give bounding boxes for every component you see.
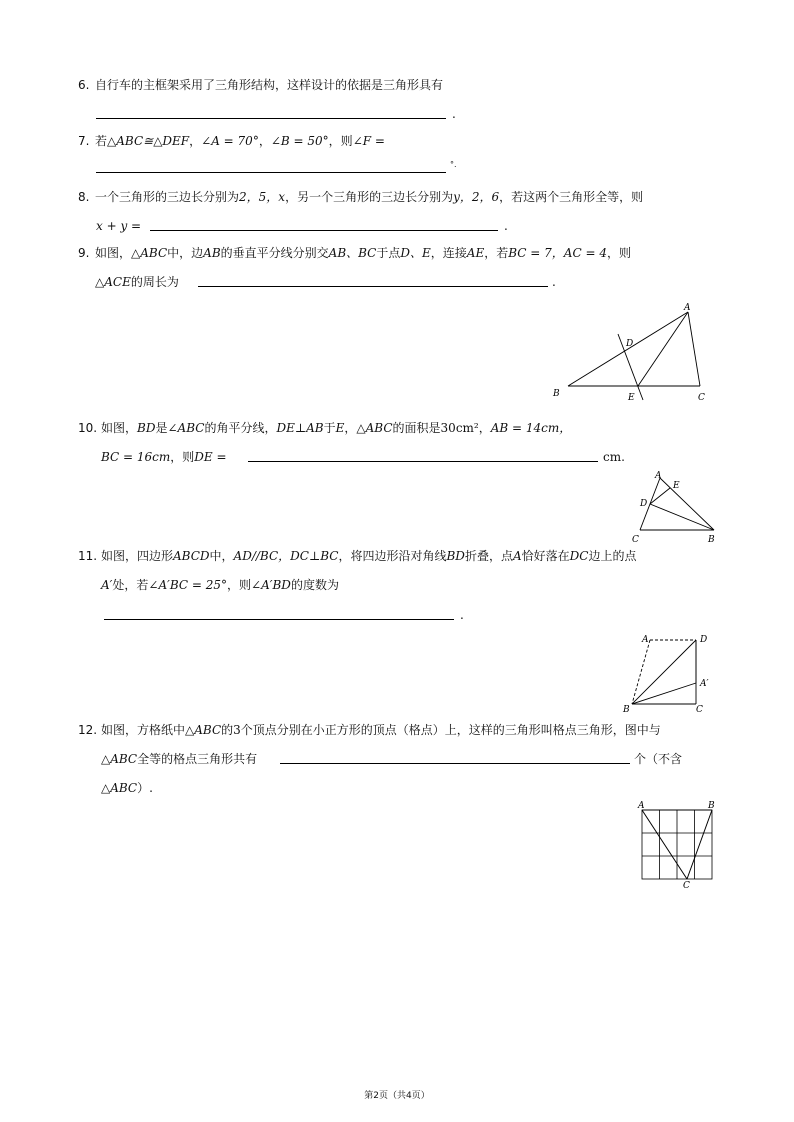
q11-t3: ，将四边形沿对角线 — [338, 549, 447, 563]
q10-m8: DE = — [194, 450, 227, 464]
q11-m8: ∠A′BD — [251, 578, 291, 592]
fig11-label-d: D — [700, 635, 708, 645]
fig10-label-b: B — [708, 535, 715, 545]
q7-t1: 若 — [95, 134, 108, 148]
fig10-label-d: D — [640, 499, 648, 509]
q8-t1: 一个三角形的三边长分别为 — [95, 190, 240, 204]
q11-m7: ∠A′BC = 25° — [148, 578, 228, 592]
q6-number: 6. — [78, 78, 90, 92]
q7-t3: ， — [258, 134, 271, 148]
q11-m2: AD//BC，DC⊥BC — [233, 549, 339, 563]
fig9-label-b: B — [553, 389, 560, 399]
q10-content2 — [101, 449, 227, 465]
q9-number: 9. — [78, 246, 90, 260]
q10-t5: ， — [344, 421, 357, 435]
q10-t3: 的角平分线， — [204, 421, 277, 435]
q11-t9: 的度数为 — [290, 578, 339, 592]
fig9-label-d: D — [626, 339, 634, 349]
fig9-label-a: A — [684, 303, 691, 313]
q10-m1: BD — [137, 421, 156, 435]
q10-t6: 的面积是 — [392, 421, 441, 435]
q12-content2 — [101, 751, 257, 767]
q11-m4: A — [512, 549, 522, 563]
q10-t7: ，则 — [170, 450, 195, 464]
q9-t7: ，则 — [606, 246, 631, 260]
q10-m5: △ABC — [356, 421, 393, 435]
q10-content — [101, 420, 571, 436]
q10-answer-blank[interactable] — [248, 449, 598, 462]
q10-t4: 于 — [323, 421, 336, 435]
fig11-segment-ba-prime — [632, 683, 696, 704]
q12-t4: 全等的格点三角形共有 — [137, 752, 258, 766]
q12-t2: 的 — [221, 723, 234, 737]
q8-answer-blank[interactable] — [150, 218, 498, 231]
fig9-label-e: E — [628, 393, 635, 403]
q8-t2: ，另一个三角形的三边长分别为 — [285, 190, 454, 204]
q11-m5: DC — [569, 549, 589, 563]
q10-number: 10. — [78, 421, 98, 435]
q9-content — [95, 245, 631, 261]
q7-m1: △ABC≅△DEF — [107, 134, 190, 148]
q9-m3: AB、BC — [328, 246, 377, 260]
q8-t3: ，若这两个三角形全等，则 — [499, 190, 644, 204]
q12-t3: 个顶点分别在小正方形的顶点（格点）上，这样的三角形叫格点三角形，图中与 — [240, 723, 661, 737]
q7-content — [95, 133, 385, 149]
q10-t2: 是 — [155, 421, 168, 435]
q6-answer-blank[interactable] — [96, 106, 446, 119]
q9-answer-blank[interactable] — [198, 274, 548, 287]
q11-t4: 折叠，点 — [464, 549, 513, 563]
q7-m2: ∠A = 70° — [201, 134, 259, 148]
q9-m7: △ACE — [95, 275, 131, 289]
q11-t6: 边上的点 — [588, 549, 637, 563]
fig11-label-a: A — [642, 635, 649, 645]
q12-m2: △ABC — [101, 752, 138, 766]
q10-m6: AB = 14cm， — [490, 421, 572, 435]
fig9-segment-ae — [638, 312, 688, 386]
q11-t5: 恰好落在 — [521, 549, 570, 563]
q10-m7: BC = 16cm — [101, 450, 171, 464]
q8-end: . — [504, 219, 508, 233]
q7-t4: ，则 — [328, 134, 353, 148]
q9-t8: 的周长为 — [130, 275, 179, 289]
q10-t1: 如图， — [101, 421, 138, 435]
q11-end: . — [460, 608, 464, 622]
figure-q10-triangle — [626, 470, 722, 546]
q7-m4: ∠F = — [352, 134, 385, 148]
q11-m1: ABCD — [173, 549, 210, 563]
q6-text: 自行车的主框架采用了三角形结构，这样设计的依据是三角形具有 — [95, 78, 444, 92]
q7-end: °. — [450, 160, 457, 169]
q7-t2: ， — [189, 134, 202, 148]
fig10-label-c: C — [632, 535, 639, 545]
q9-end: . — [552, 275, 556, 289]
q7-m3: ∠B = 50° — [270, 134, 329, 148]
q9-m5: AE — [466, 246, 485, 260]
q8-m3: x + y = — [96, 219, 142, 233]
fig12-label-a: A — [638, 801, 645, 811]
fig12-label-c: C — [683, 881, 690, 890]
q9-t4: 于点 — [376, 246, 401, 260]
q11-content2 — [101, 577, 339, 593]
q7-answer-blank[interactable] — [96, 160, 446, 173]
q11-answer-blank[interactable] — [104, 607, 454, 620]
q11-m3: BD — [446, 549, 465, 563]
q9-t6: ，若 — [484, 246, 509, 260]
q11-m6: A′ — [101, 578, 113, 592]
q10-m4: E — [335, 421, 345, 435]
q9-t3: 的垂直平分线分别交 — [220, 246, 329, 260]
fig9-side-ab — [568, 312, 688, 386]
q10-m3: DE⊥AB — [276, 421, 324, 435]
fig11-diagonal-bd — [632, 640, 696, 704]
q12-answer-blank[interactable] — [280, 751, 630, 764]
fig9-side-ac — [688, 312, 700, 386]
q11-t2: 中， — [209, 549, 234, 563]
q11-number: 11. — [78, 549, 98, 563]
fig10-side-ab — [660, 478, 714, 530]
q12-t6: ）. — [137, 781, 153, 795]
q12-content3 — [101, 780, 153, 796]
figure-q9-triangle — [548, 300, 718, 406]
fig11-label-b: B — [623, 705, 630, 715]
fig12-side-ac — [642, 810, 687, 879]
fig9-label-c: C — [698, 393, 705, 403]
q11-t7: 处，若 — [112, 578, 149, 592]
q6-end: . — [452, 107, 456, 121]
q9-content2 — [95, 274, 179, 290]
fig10-bisector-bd — [650, 504, 714, 530]
fig10-label-e: E — [673, 481, 680, 491]
q8-number: 8. — [78, 190, 90, 204]
fig10-label-a: A — [655, 471, 662, 481]
fig12-side-bc — [687, 810, 712, 879]
fig12-grid-lines — [642, 810, 712, 879]
fig11-label-a-prime: A′ — [700, 679, 709, 689]
q7-number: 7. — [78, 134, 90, 148]
q11-t1: 如图，四边形 — [101, 549, 174, 563]
q9-t1: 如图， — [95, 246, 132, 260]
fig11-label-c: C — [696, 705, 703, 715]
q12-t5: 个（不含 — [634, 752, 683, 766]
page-footer: 第2页（共4页） — [364, 1091, 430, 1101]
q11-t8: ，则 — [227, 578, 252, 592]
figure-q11-quadrilateral — [620, 630, 720, 716]
q9-m4: D、E — [400, 246, 431, 260]
q9-t2: 中，边 — [167, 246, 204, 260]
fig12-label-b: B — [708, 801, 715, 811]
q12-m1: △ABC — [185, 723, 222, 737]
q10-m2: ∠ABC — [167, 421, 205, 435]
q12-r1: 3 — [233, 723, 241, 737]
q12-t1: 如图，方格纸中 — [101, 723, 186, 737]
q8-m2: y，2，6 — [453, 190, 500, 204]
q12-m3: △ABC — [101, 781, 138, 795]
q10-r1: 30cm²， — [440, 421, 491, 435]
q9-m1: △ABC — [131, 246, 168, 260]
q10-end: cm. — [603, 450, 625, 464]
q12-content — [101, 722, 661, 738]
q12-number: 12. — [78, 723, 98, 737]
q8-content — [95, 189, 643, 205]
figure-q12-grid — [632, 798, 722, 890]
q11-content — [101, 548, 636, 564]
q9-m6: BC = 7，AC = 4 — [508, 246, 607, 260]
q9-t5: ，连接 — [430, 246, 467, 260]
q9-m2: AB — [203, 246, 221, 260]
q8-m1: 2，5，x — [239, 190, 286, 204]
